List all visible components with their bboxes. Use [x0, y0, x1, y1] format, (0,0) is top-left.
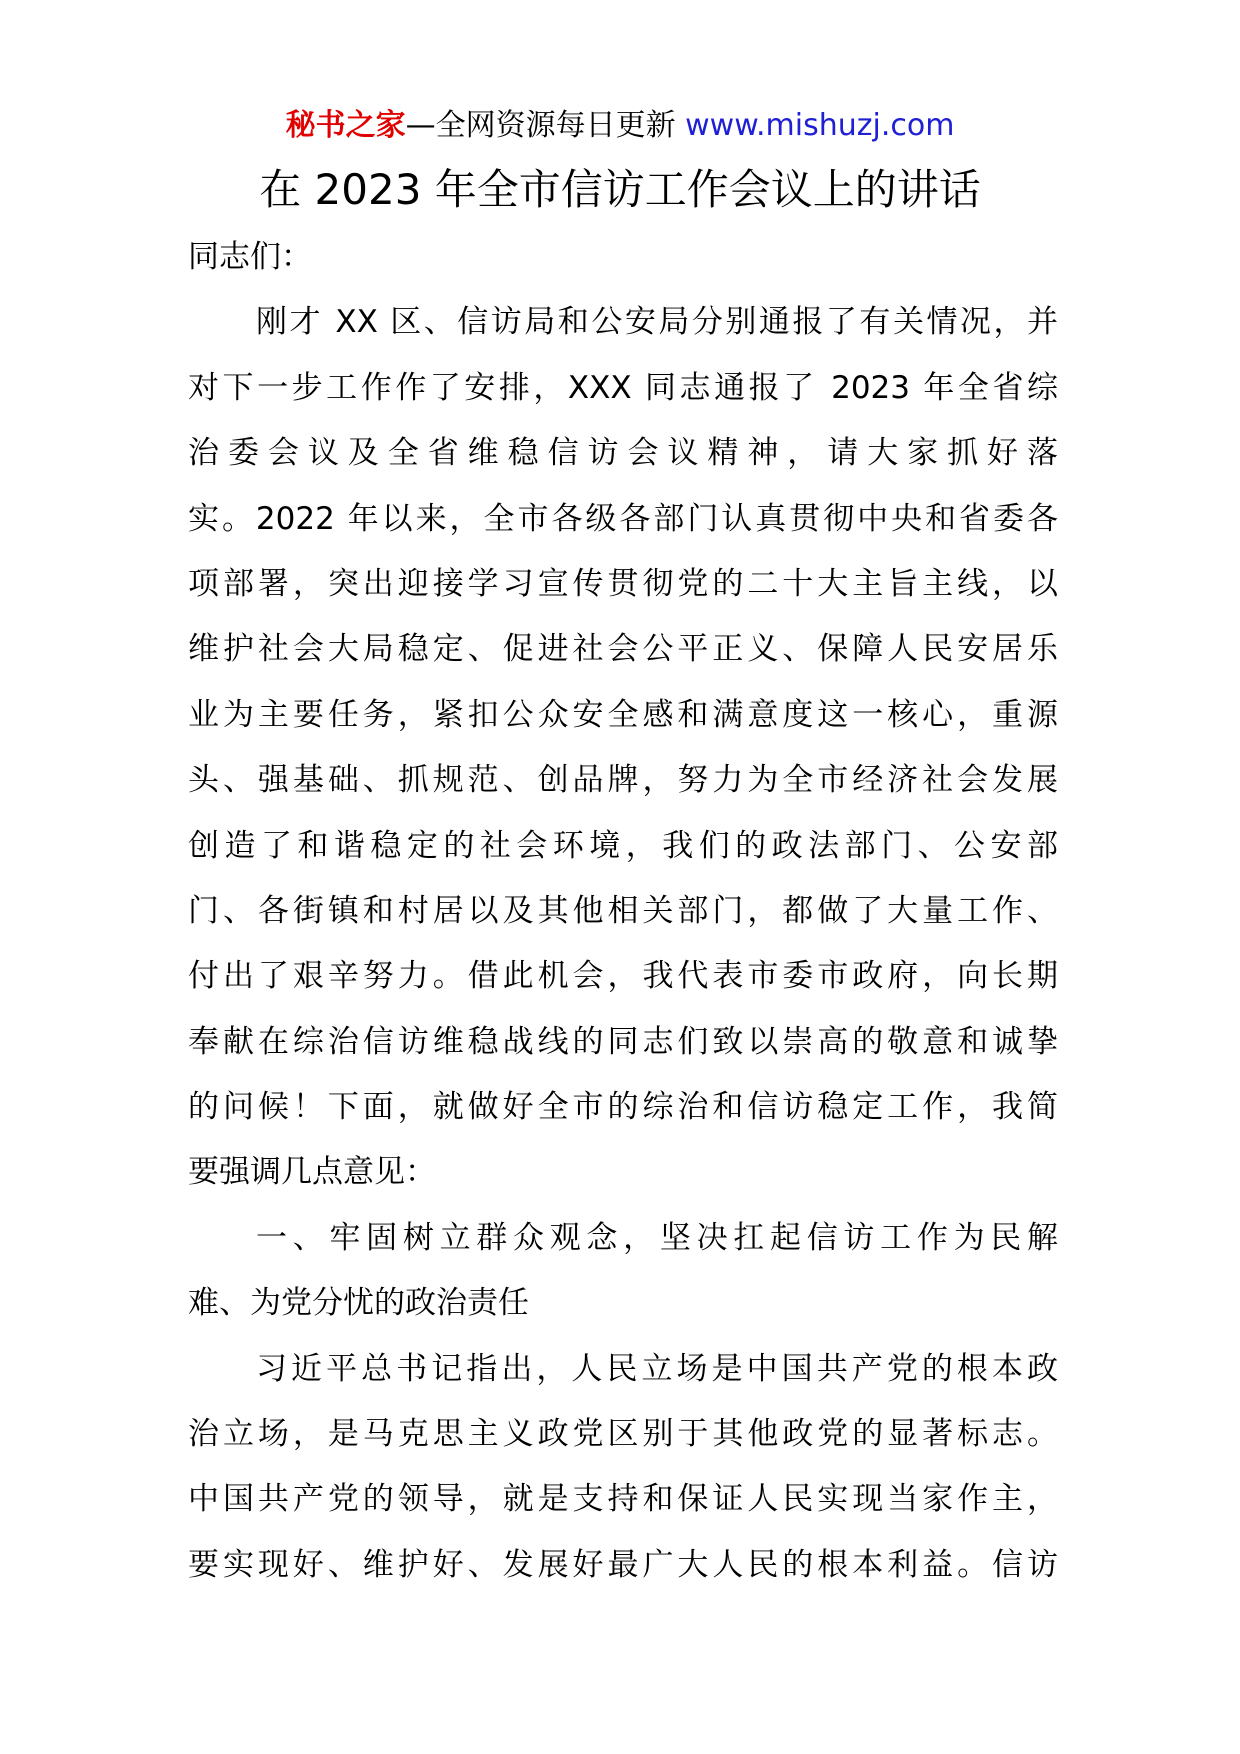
section-heading-line: 一、牢固树立群众观念，坚决扛起信访工作为民解	[256, 1219, 1058, 1256]
document-title: 在 2023 年全市信访工作会议上的讲话	[259, 165, 981, 214]
paragraph-line: 项部署，突出迎接学习宣传贯彻党的二十大主旨主线，以	[188, 565, 1058, 602]
paragraph-line: 付出了艰辛努力。借此机会，我代表市委市政府，向长期	[188, 958, 1058, 995]
salutation: 同志们：	[188, 239, 312, 275]
paragraph-line: 习近平总书记指出，人民立场是中国共产党的根本政	[256, 1350, 1058, 1387]
site-url-link[interactable]: www.mishuzj.com	[685, 108, 955, 143]
paragraph-line: 对下一步工作作了安排，XXX 同志通报了 2023 年全省综	[188, 369, 1058, 406]
paragraph-line: 中国共产党的领导，就是支持和保证人民实现当家作主，	[188, 1481, 1058, 1518]
paragraph-line: 头、强基础、抓规范、创品牌，努力为全市经济社会发展	[188, 762, 1058, 799]
paragraph-line: 创造了和谐稳定的社会环境，我们的政法部门、公安部	[188, 827, 1058, 864]
paragraph-line: 门、各街镇和村居以及其他相关部门，都做了大量工作、	[188, 892, 1058, 929]
paragraph-line: 要强调几点意见：	[188, 1154, 436, 1191]
paragraph-line: 刚才 XX 区、信访局和公安局分别通报了有关情况，并	[256, 304, 1058, 341]
paragraph-line: 治立场，是马克思主义政党区别于其他政党的显著标志。	[188, 1416, 1058, 1453]
paragraph-line: 治委会议及全省维稳信访会议精神，请大家抓好落	[188, 435, 1058, 472]
paragraph-line: 要实现好、维护好、发展好最广大人民的根本利益。信访	[188, 1546, 1058, 1583]
brand-name: 秘书之家	[285, 108, 406, 143]
paragraph-line: 维护社会大局稳定、促进社会公平正义、保障人民安居乐	[188, 631, 1058, 668]
site-banner	[0, 104, 1240, 148]
paragraph-line: 实。2022 年以来，全市各级各部门认真贯彻中央和省委各	[188, 500, 1058, 537]
section-heading-line: 难、为党分忧的政治责任	[188, 1285, 529, 1322]
paragraph-line: 的问候！下面，就做好全市的综治和信访稳定工作，我简	[188, 1089, 1058, 1126]
paragraph-line: 奉献在综治信访维稳战线的同志们致以崇高的敬意和诚挚	[188, 1023, 1058, 1060]
banner-tagline: —全网资源每日更新	[405, 108, 686, 143]
document-body	[188, 225, 1058, 1598]
paragraph-line: 业为主要任务，紧扣公众安全感和满意度这一核心，重源	[188, 696, 1058, 733]
